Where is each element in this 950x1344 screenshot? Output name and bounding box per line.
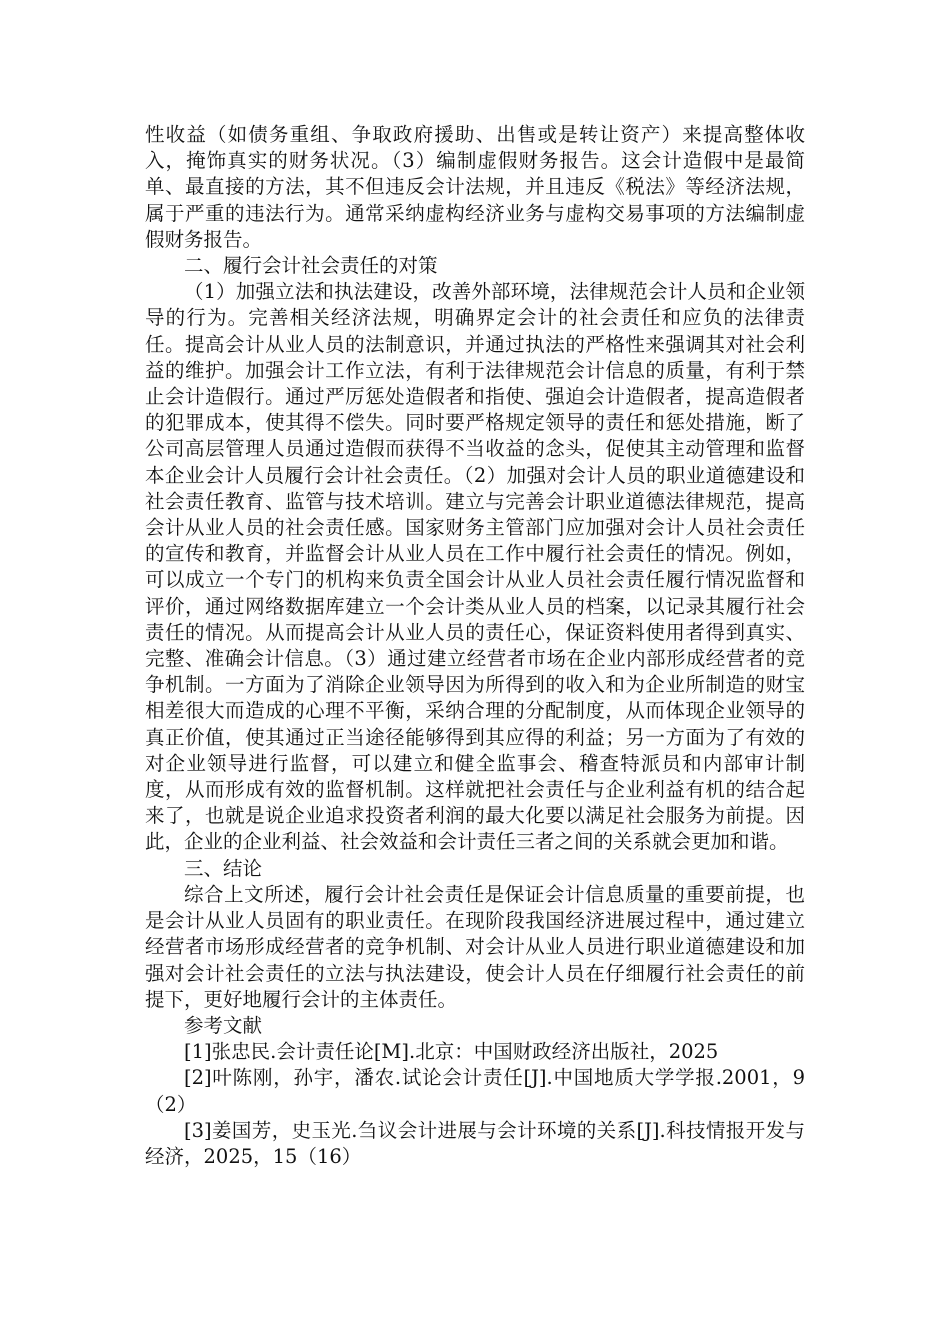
- paragraph-fraud-methods: 性收益（如债务重组、争取政府援助、出售或是转让资产）来提高整体收入，掩饰真实的财务状况。（3）编制虚假财务报告。这会计造假中是最简单、最直接的方法，其不但违反会计法规，并且违反《税法》等经济法规，属于严重的违法行为。通常采纳虚构经济业务与虚构交易事项的方法编制虚假财务报告。: [145, 123, 805, 251]
- paragraph-conclusion: 综合上文所述，履行会计社会责任是保证会计信息质量的重要前提，也是会计从业人员固有的职业责任。在现阶段我国经济进展过程中，通过建立经营者市场形成经营者的竞争机制、对会计从业人员进行职业道德建设和加强对会计社会责任的立法与执法建设，使会计人员在仔细履行社会责任的前提下，更好地履行会计的主体责任。: [145, 882, 805, 1011]
- reference-item: [1]张忠民.会计责任论[M].北京：中国财政经济出版社，2025: [184, 1040, 719, 1064]
- reference-item: [3]姜国芳，史玉光.刍议会计进展与会计环境的关系[J].科技情报开发与经济，2025，15（16）: [145, 1118, 805, 1168]
- section-heading-countermeasures: 二、履行会计社会责任的对策: [184, 254, 438, 278]
- paragraph-countermeasures: （1）加强立法和执法建设，改善外部环境，法律规范会计人员和企业领导的行为。完善相关经济法规，明确界定会计的社会责任和应负的法律责任。提高会计从业人员的法制意识，并通过执法的严格性来强调其对社会利益的维护。加强会计工作立法，有利于法律规范会计信息的质量，有利于禁止会计造假行。通过严厉惩处造假者和指使、强迫会计造假者，提高造假者的犯罪成本，使其得不偿失。同时要严格规定领导的责任和惩处措施，断了公司高层管理人员通过造假而获得不当收益的念头，促使其主动管理和监督本企业会计人员履行会计社会责任。（2）加强对会计人员的职业道德建设和社会责任教育、监管与技术培训。建立与完善会计职业道德法律规范，提高会计从业人员的社会责任感。国家财务主管部门应加强对会计人员社会责任的宣传和教育，并监督会计从业人员在工作中履行社会责任的情况。例如，可以成立一个专门的机构来负责全国会计从业人员社会责任履行情况监督和评价，通过网络数据库建立一个会计类从业人员的档案，以记录其履行社会责任的情况。从而提高会计从业人员的责任心，保证资料使用者得到真实、完整、准确会计信息。（3）通过建立经营者市场在企业内部形成经营者的竞争机制。一方面为了消除企业领导因为所得到的收入和为企业所制造的财宝相差很大而造成的心理不平衡，采纳合理的分配制度，从而体现企业领导的真正价值，使其通过正当途径能够得到其应得的利益；另一方面为了有效的对企业领导进行监督，可以建立和健全监事会、稽查特派员和内部审计制度，从而形成有效的监督机制。这样就把社会责任与企业利益有机的结合起来了，也就是说企业追求投资者利润的最大化要以满足社会服务为前提。因此，企业的企业利益、社会效益和会计责任三者之间的关系就会更加和谐。: [145, 280, 805, 854]
- reference-item: [2]叶陈刚，孙宇，潘农.试论会计责任[J].中国地质大学学报.2001，9（2）: [145, 1066, 805, 1116]
- section-heading-conclusion: 三、结论: [184, 856, 263, 880]
- references-heading: 参考文献: [184, 1013, 263, 1037]
- document-page: [145, 122, 805, 1170]
